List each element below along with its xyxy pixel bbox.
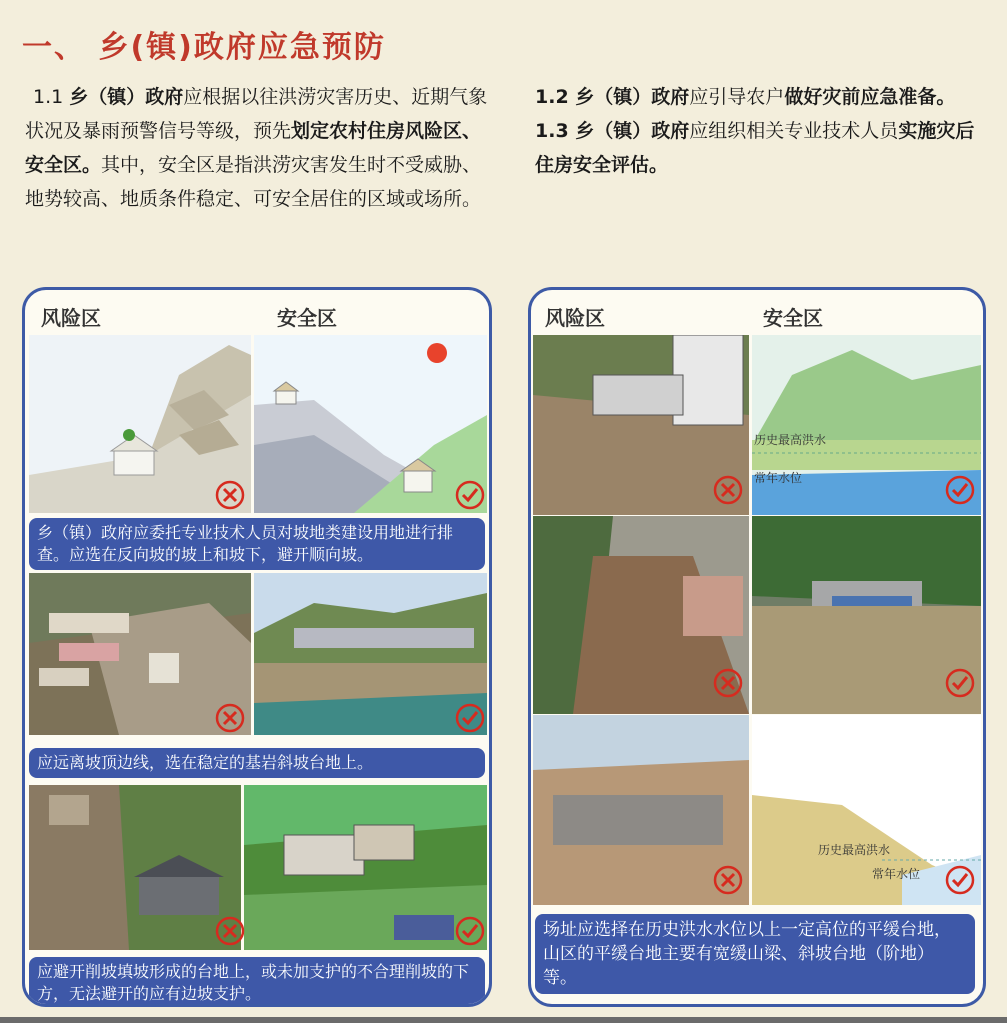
check-mark-icon bbox=[455, 916, 485, 946]
item-text: 应根据以往洪涝灾害历史、近期气象状况及暴雨预警信号等级，预先 bbox=[25, 86, 488, 142]
item-1-2 bbox=[535, 80, 975, 114]
caption-2: 应远离坡顶边线，选在稳定的基岩斜坡台地上。 bbox=[29, 748, 485, 778]
item-emphasis: 实施灾后住房安全评估。 bbox=[535, 120, 975, 176]
bedrock-terrace-safe-photo bbox=[254, 573, 487, 735]
item-emphasis: 划定农村住房风险区、安全区。 bbox=[25, 120, 482, 176]
cross-mark-icon bbox=[713, 475, 743, 505]
right-panel bbox=[528, 287, 986, 1007]
safe-zone-label: 安全区 bbox=[277, 306, 337, 330]
item-number: 1.2 bbox=[535, 86, 576, 108]
page-title: 一、 乡(镇)政府应急预防 bbox=[22, 30, 386, 65]
item-number: 1.1 bbox=[33, 86, 70, 108]
item-lead: 乡（镇）政府 bbox=[575, 120, 690, 142]
check-mark-icon bbox=[945, 865, 975, 895]
cross-mark-icon bbox=[215, 916, 245, 946]
flood-high-label: 历史最高洪水 bbox=[754, 433, 827, 447]
item-text: 应引导农户 bbox=[689, 86, 785, 108]
intro-paragraph-1 bbox=[25, 80, 490, 216]
caption-1: 乡（镇）政府应委托专业技术人员对坡地类建设用地进行排查。应选在反向坡的坡上和坡下，避开顺向坡。 bbox=[29, 518, 485, 570]
item-text: 其中，安全区是指洪涝灾害发生时不受威胁、地势较高、地质条件稳定、可安全居住的区域或场所。 bbox=[25, 154, 482, 210]
left-panel bbox=[22, 287, 492, 1007]
slope-support-safe-photo bbox=[244, 785, 487, 950]
item-lead: 乡（镇）政府 bbox=[69, 86, 184, 108]
check-mark-icon bbox=[945, 475, 975, 505]
flood-high-label: 历史最高洪水 bbox=[818, 843, 891, 857]
safe-zone-label: 安全区 bbox=[763, 306, 823, 330]
check-mark-icon bbox=[455, 703, 485, 733]
bottom-divider bbox=[0, 1017, 1007, 1023]
risk-zone-label: 风险区 bbox=[545, 306, 605, 330]
check-mark-icon bbox=[455, 480, 485, 510]
water-normal-label: 常年水位 bbox=[754, 471, 803, 485]
caption-3: 应避开削坡填坡形成的台地上，或未加支护的不合理削坡的下方，无法避开的应有边坡支护。 bbox=[29, 957, 485, 1007]
item-text: 应组织相关专业技术人员 bbox=[689, 120, 899, 142]
item-lead: 乡（镇）政府 bbox=[575, 86, 690, 108]
item-number: 1.3 bbox=[535, 120, 576, 142]
water-normal-label: 常年水位 bbox=[872, 867, 921, 881]
slope-safe-illustration bbox=[254, 335, 487, 513]
item-1-3 bbox=[535, 114, 975, 182]
intro-paragraph-2 bbox=[535, 80, 975, 182]
risk-zone-label: 风险区 bbox=[41, 306, 101, 330]
cross-mark-icon bbox=[215, 480, 245, 510]
cross-mark-icon bbox=[713, 865, 743, 895]
item-emphasis: 做好灾前应急准备。 bbox=[784, 86, 956, 108]
cut-slope-risk-photo bbox=[29, 785, 241, 950]
check-mark-icon bbox=[945, 668, 975, 698]
cross-mark-icon bbox=[215, 703, 245, 733]
cross-mark-icon bbox=[713, 668, 743, 698]
caption-right: 场址应选择在历史洪水水位以上一定高位的平缓台地，山区的平缓台地主要有宽缓山梁、斜坡台地（阶地）等。 bbox=[535, 914, 975, 994]
